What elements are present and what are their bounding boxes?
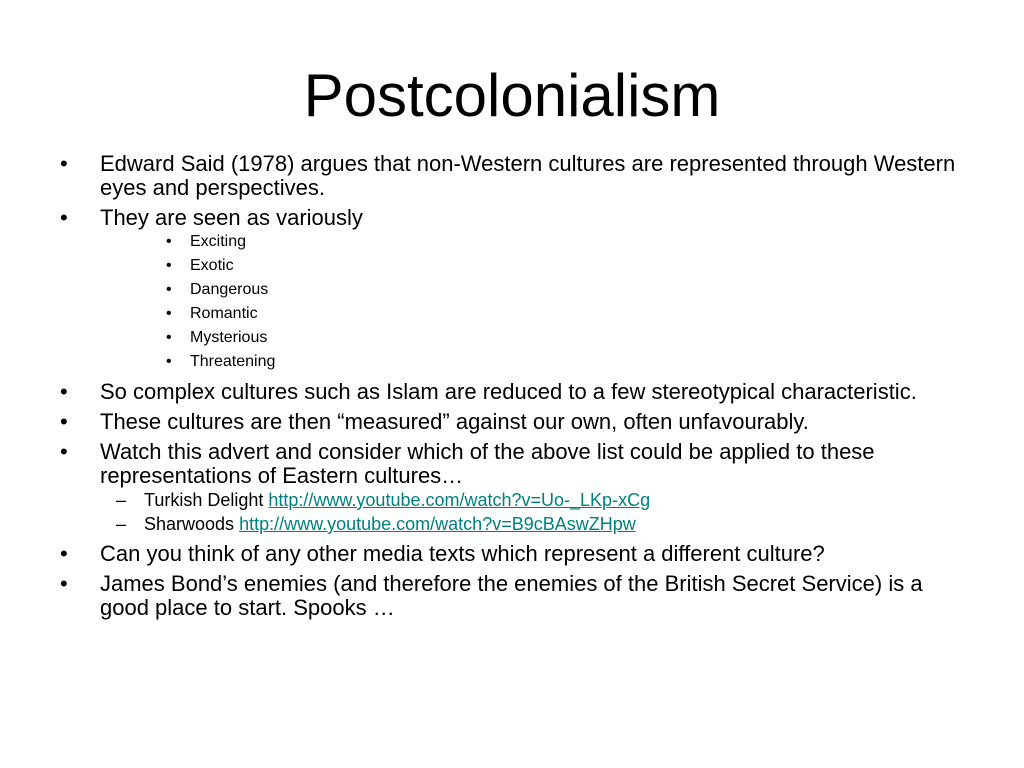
bullet-icon: •	[60, 439, 68, 464]
sub-bullet-item	[58, 254, 968, 278]
advert-list	[58, 488, 968, 536]
sub-bullet-item	[58, 326, 968, 350]
bullet-item	[58, 152, 968, 200]
advert-item	[58, 488, 968, 512]
slide-body	[58, 152, 968, 626]
advert-label: Sharwoods	[144, 514, 235, 534]
dash-icon: –	[116, 514, 127, 534]
bullet-icon: •	[166, 257, 172, 274]
bullet-icon: •	[60, 379, 68, 404]
sub-bullet-text: Threatening	[190, 353, 276, 370]
bullet-icon: •	[166, 329, 172, 346]
sub-bullet-item	[58, 350, 968, 374]
bullet-text: They are seen as variously	[100, 205, 363, 230]
sub-bullet-text: Exotic	[190, 257, 234, 274]
advert-item	[58, 512, 968, 536]
sub-bullet-text: Romantic	[190, 305, 258, 322]
bullet-item	[58, 410, 968, 434]
sub-bullet-item	[58, 278, 968, 302]
bullet-item	[58, 380, 968, 404]
sub-list-container	[58, 488, 968, 536]
sharwoods-link[interactable]: http://www.youtube.com/watch?v=B9cBAswZHpw	[239, 514, 636, 534]
bullet-text: These cultures are then “measured” against our own, often unfavourably.	[100, 409, 809, 434]
sub-bullet-text: Exciting	[190, 233, 247, 250]
bullet-text: So complex cultures such as Islam are reduced to a few stereotypical characteristic.	[100, 379, 917, 404]
bullet-icon: •	[166, 305, 172, 322]
slide-title: Postcolonialism	[303, 62, 721, 129]
advert-label: Turkish Delight	[144, 490, 264, 510]
bullet-item	[58, 440, 968, 488]
bullet-text: Watch this advert and consider which of the above list could be applied to these representations of Eastern cultures…	[100, 439, 875, 488]
bullet-item	[58, 572, 968, 620]
bullet-icon: •	[166, 353, 172, 370]
bullet-icon: •	[166, 233, 172, 250]
sub-bullet-text: Mysterious	[190, 329, 268, 346]
bullet-icon: •	[166, 281, 172, 298]
bullet-icon: •	[60, 541, 68, 566]
bullet-list	[58, 152, 968, 620]
bullet-icon: •	[60, 571, 68, 596]
sub-list-container	[58, 230, 968, 374]
sub-bullet-item	[58, 230, 968, 254]
bullet-text: James Bond’s enemies (and therefore the enemies of the British Secret Service) is a good place to start. Spooks …	[100, 571, 923, 620]
bullet-text: Can you think of any other media texts which represent a different culture?	[100, 541, 825, 566]
bullet-icon: •	[60, 409, 68, 434]
sub-bullet-item	[58, 302, 968, 326]
turkish-delight-link[interactable]: http://www.youtube.com/watch?v=Uo-_LKp-xCg	[268, 490, 651, 510]
bullet-item	[58, 542, 968, 566]
bullet-icon: •	[60, 205, 68, 230]
bullet-icon: •	[60, 151, 68, 176]
bullet-text: Edward Said (1978) argues that non-Western cultures are represented through Western eyes and perspectives.	[100, 151, 956, 200]
variously-list	[58, 230, 968, 374]
sub-bullet-text: Dangerous	[190, 281, 269, 298]
bullet-item	[58, 206, 968, 230]
dash-icon: –	[116, 490, 127, 510]
